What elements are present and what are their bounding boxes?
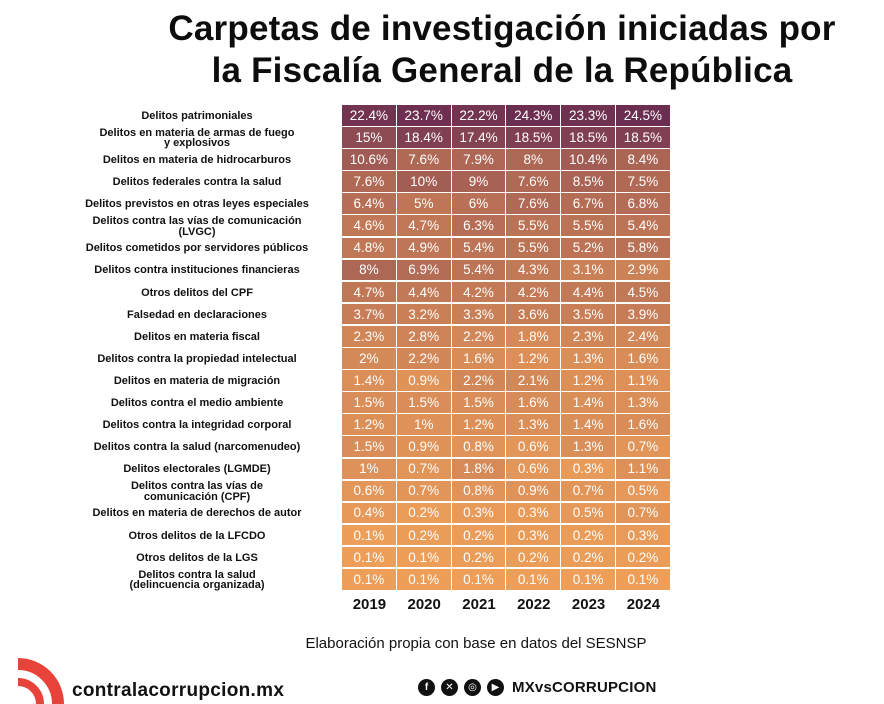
heatmap-cell: 6.9%: [397, 260, 451, 281]
heatmap-cell: 0.1%: [506, 569, 560, 590]
heatmap-cell: 18.5%: [616, 127, 670, 148]
heatmap-cell: 0.2%: [561, 547, 615, 568]
row-label-text: Otros delitos de la LFCDO: [128, 529, 266, 542]
heatmap-cell: 10.4%: [561, 149, 615, 170]
heatmap-cell: 2.3%: [561, 326, 615, 347]
heatmap-cell: 0.7%: [397, 459, 451, 480]
instagram-icon[interactable]: ◎: [464, 679, 481, 696]
heatmap-cell: 5.5%: [506, 215, 560, 236]
row-label: [58, 149, 336, 171]
heatmap-cell: 1.1%: [616, 459, 670, 480]
heatmap-cell: 22.2%: [452, 105, 506, 126]
heatmap-cell: 0.3%: [616, 525, 670, 546]
heatmap-cell: 4.4%: [561, 282, 615, 303]
year-label: 2024: [626, 596, 661, 613]
heatmap-cell: 0.1%: [452, 569, 506, 590]
heatmap-grid: [342, 105, 671, 591]
heatmap-cell: 7.6%: [342, 171, 396, 192]
heatmap-cell: 5.4%: [616, 215, 670, 236]
year-label: 2023: [571, 596, 606, 613]
row-label-text: Delitos contra las vías de comunicación (CPF): [130, 480, 264, 503]
heatmap-cell: 4.9%: [397, 238, 451, 259]
chart-title-line-2: la Fiscalía General de la República: [211, 51, 793, 90]
heatmap-cell: 7.6%: [506, 171, 560, 192]
heatmap-cell: 0.7%: [616, 436, 670, 457]
heatmap-cell: 1.6%: [452, 348, 506, 369]
heatmap-cell: 23.7%: [397, 105, 451, 126]
heatmap-cell: 1.4%: [561, 414, 615, 435]
year-label: 2021: [462, 596, 496, 613]
row-label: [58, 193, 336, 215]
heatmap-cell: 0.9%: [397, 370, 451, 391]
heatmap-cell: 0.5%: [616, 481, 670, 502]
heatmap-cell: 1.4%: [561, 392, 615, 413]
heatmap-cell: 24.5%: [616, 105, 670, 126]
row-label: [58, 105, 336, 127]
table-row: [342, 260, 671, 282]
heatmap-cell: 8%: [342, 260, 396, 281]
row-label: [58, 569, 336, 591]
year-label: 2019: [352, 596, 387, 613]
row-label-text: Delitos contra la propiedad intelectual: [97, 352, 297, 365]
table-row: [342, 171, 671, 193]
row-label-text: Delitos en materia fiscal: [134, 330, 260, 343]
heatmap-cell: 0.1%: [397, 569, 451, 590]
heatmap-cell: 6%: [452, 193, 506, 214]
heatmap-cell: 18.5%: [506, 127, 560, 148]
table-row: [342, 215, 671, 237]
heatmap-cell: 4.6%: [342, 215, 396, 236]
heatmap-cell: 4.2%: [506, 282, 560, 303]
row-label: [58, 370, 336, 392]
heatmap-cell: 1.5%: [342, 436, 396, 457]
site-name: contralacorrupcion.mx: [72, 680, 285, 701]
heatmap-cell: 2.8%: [397, 326, 451, 347]
heatmap-cell: 0.7%: [561, 481, 615, 502]
heatmap-cell: 1.5%: [452, 392, 506, 413]
row-label-text: Delitos contra el medio ambiente: [110, 397, 284, 410]
heatmap-cell: 3.1%: [561, 260, 615, 281]
source-note: Elaboración propia con base en datos del SESNSP: [305, 635, 647, 652]
heatmap-cell: 3.3%: [452, 304, 506, 325]
heatmap-cell: 8.5%: [561, 171, 615, 192]
heatmap-cell: 24.3%: [506, 105, 560, 126]
heatmap-cell: 0.6%: [342, 481, 396, 502]
heatmap-cell: 1.2%: [342, 414, 396, 435]
heatmap-cell: 1.2%: [452, 414, 506, 435]
heatmap-cell: 1.5%: [342, 392, 396, 413]
heatmap-cell: 3.7%: [342, 304, 396, 325]
row-label-text: Delitos electorales (LGMDE): [123, 463, 271, 476]
heatmap-cell: 4.7%: [342, 282, 396, 303]
heatmap-cell: 5.8%: [616, 238, 670, 259]
year-label: 2022: [517, 596, 551, 613]
heatmap-cell: 0.3%: [452, 503, 506, 524]
heatmap-cell: 0.2%: [616, 547, 670, 568]
heatmap-cell: 1.3%: [561, 348, 615, 369]
table-row: [342, 326, 671, 348]
row-label-text: Delitos contra la salud (delincuencia organizada): [129, 568, 265, 592]
row-label-text: Delitos en materia de hidrocarburos: [102, 153, 292, 166]
heatmap-cell: 4.8%: [342, 238, 396, 259]
heatmap-cell: 7.9%: [452, 149, 506, 170]
heatmap-cell: 6.3%: [452, 215, 506, 236]
heatmap-cell: 1.3%: [616, 392, 670, 413]
heatmap-cell: 3.5%: [561, 304, 615, 325]
youtube-icon[interactable]: ▶: [487, 679, 504, 696]
heatmap-cell: 0.1%: [397, 547, 451, 568]
row-label-text: Delitos federales contra la salud: [112, 176, 282, 189]
heatmap-cell: 0.2%: [452, 547, 506, 568]
table-row: [342, 481, 671, 503]
row-label: [58, 238, 336, 260]
table-row: [342, 370, 671, 392]
heatmap-cell: 0.8%: [452, 481, 506, 502]
heatmap-cell: 23.3%: [561, 105, 615, 126]
heatmap-cell: 0.7%: [616, 503, 670, 524]
table-row: [342, 459, 671, 481]
row-label-text: Delitos en materia de migración: [113, 374, 281, 387]
heatmap-cell: 0.2%: [397, 503, 451, 524]
heatmap-cell: 0.7%: [397, 481, 451, 502]
heatmap-cell: 10.6%: [342, 149, 396, 170]
row-label: [58, 392, 336, 414]
heatmap-cell: 7.5%: [616, 171, 670, 192]
heatmap-cell: 5.4%: [452, 238, 506, 259]
table-row: [342, 193, 671, 215]
heatmap-cell: 1.3%: [561, 436, 615, 457]
heatmap-cell: 0.4%: [342, 503, 396, 524]
heatmap-cell: 10%: [397, 171, 451, 192]
row-label-text: Otros delitos del CPF: [141, 286, 253, 299]
heatmap-cell: 6.8%: [616, 193, 670, 214]
heatmap-cell: 0.2%: [452, 525, 506, 546]
heatmap-cell: 7.6%: [397, 149, 451, 170]
heatmap-cell: 0.6%: [506, 436, 560, 457]
heatmap-cell: 2.9%: [616, 260, 670, 281]
heatmap-cell: 5.2%: [561, 238, 615, 259]
row-label: [58, 171, 336, 193]
heatmap-cell: 4.4%: [397, 282, 451, 303]
heatmap-cell: 4.5%: [616, 282, 670, 303]
heatmap-cell: 6.4%: [342, 193, 396, 214]
year-axis: [342, 596, 671, 613]
heatmap-cell: 0.5%: [561, 503, 615, 524]
heatmap-cell: 4.3%: [506, 260, 560, 281]
row-label: [58, 547, 336, 569]
heatmap-cell: 17.4%: [452, 127, 506, 148]
heatmap-cell: 3.6%: [506, 304, 560, 325]
table-row: [342, 525, 671, 547]
heatmap-cell: 6.7%: [561, 193, 615, 214]
heatmap-cell: 18.4%: [397, 127, 451, 148]
heatmap-cell: 1.1%: [616, 370, 670, 391]
table-row: [342, 149, 671, 171]
facebook-icon[interactable]: f: [418, 679, 435, 696]
heatmap-cell: 2.1%: [506, 370, 560, 391]
row-label-text: Delitos cometidos por servidores públicos: [85, 242, 309, 255]
heatmap-cell: 2.4%: [616, 326, 670, 347]
heatmap-cell: 0.9%: [397, 436, 451, 457]
heatmap-cell: 0.1%: [561, 569, 615, 590]
table-row: [342, 127, 671, 149]
row-label-text: Delitos en materia de derechos de autor: [92, 507, 302, 520]
heatmap-cell: 0.1%: [342, 547, 396, 568]
heatmap-cell: 22.4%: [342, 105, 396, 126]
heatmap-cell: 5%: [397, 193, 451, 214]
table-row: [342, 436, 671, 458]
social-handle: MXvsCORRUPCION: [512, 679, 657, 696]
row-label: [58, 525, 336, 547]
table-row: [342, 569, 671, 591]
year-label: 2020: [407, 596, 441, 613]
row-label: [58, 503, 336, 525]
row-label-text: Delitos contra la integridad corporal: [102, 419, 292, 432]
heatmap-cell: 4.2%: [452, 282, 506, 303]
row-label: [58, 348, 336, 370]
table-row: [342, 238, 671, 260]
heatmap-cell: 0.3%: [561, 459, 615, 480]
chart-title-line-1: Carpetas de investigación iniciadas por: [168, 9, 836, 48]
heatmap-cell: 1.6%: [616, 414, 670, 435]
heatmap-cell: 0.2%: [397, 525, 451, 546]
heatmap-cell: 4.7%: [397, 215, 451, 236]
social-bar: [418, 679, 657, 696]
heatmap-cell: 5.5%: [561, 215, 615, 236]
heatmap-cell: 2%: [342, 348, 396, 369]
heatmap-cell: 0.3%: [506, 525, 560, 546]
row-label-text: Delitos patrimoniales: [141, 109, 253, 122]
row-label-text: Delitos contra la salud (narcomenudeo): [93, 441, 301, 454]
heatmap-cell: 1.2%: [506, 348, 560, 369]
heatmap-cell: 2.2%: [397, 348, 451, 369]
heatmap-cell: 0.1%: [342, 525, 396, 546]
table-row: [342, 348, 671, 370]
heatmap-cell: 0.8%: [452, 436, 506, 457]
table-row: [342, 392, 671, 414]
heatmap-cell: 0.2%: [506, 547, 560, 568]
heatmap-cell: 5.5%: [506, 238, 560, 259]
heatmap-cell: 0.9%: [506, 481, 560, 502]
row-label-text: Delitos en materia de armas de fuego y explosivos: [99, 126, 295, 150]
row-label-text: Delitos contra las vías de comunicación (LVGC): [92, 215, 302, 238]
row-label: [58, 127, 336, 149]
heatmap-cell: 1.6%: [616, 348, 670, 369]
heatmap-cell: 0.2%: [561, 525, 615, 546]
heatmap-cell: 1%: [397, 414, 451, 435]
heatmap-cell: 3.2%: [397, 304, 451, 325]
table-row: [342, 304, 671, 326]
row-labels: [58, 105, 336, 591]
heatmap-cell: 0.1%: [616, 569, 670, 590]
table-row: [342, 503, 671, 525]
heatmap-cell: 9%: [452, 171, 506, 192]
table-row: [342, 547, 671, 569]
heatmap-cell: 0.3%: [506, 503, 560, 524]
heatmap-cell: 8%: [506, 149, 560, 170]
row-label: [58, 481, 336, 503]
row-label: [58, 414, 336, 436]
row-label-text: Delitos previstos en otras leyes especiales: [85, 198, 309, 211]
row-label-text: Delitos contra instituciones financieras: [94, 264, 300, 277]
heatmap-cell: 1.8%: [506, 326, 560, 347]
heatmap-cell: 5.4%: [452, 260, 506, 281]
heatmap-cell: 1.4%: [342, 370, 396, 391]
heatmap-cell: 1.8%: [452, 459, 506, 480]
heatmap-cell: 0.1%: [342, 569, 396, 590]
row-label: [58, 215, 336, 237]
row-label: [58, 326, 336, 348]
table-row: [342, 282, 671, 304]
heatmap-cell: 7.6%: [506, 193, 560, 214]
row-label: [58, 304, 336, 326]
heatmap-cell: 18.5%: [561, 127, 615, 148]
row-label: [58, 436, 336, 458]
heatmap-cell: 0.6%: [506, 459, 560, 480]
heatmap-cell: 3.9%: [616, 304, 670, 325]
heatmap-cell: 1.5%: [397, 392, 451, 413]
heatmap-cell: 2.2%: [452, 370, 506, 391]
table-row: [342, 105, 671, 127]
heatmap-cell: 1.6%: [506, 392, 560, 413]
heatmap-cell: 1%: [342, 459, 396, 480]
chart-title: [120, 8, 884, 92]
row-label: [58, 459, 336, 481]
row-label-text: Falsedad en declaraciones: [126, 308, 267, 321]
heatmap-cell: 2.3%: [342, 326, 396, 347]
heatmap-cell: 15%: [342, 127, 396, 148]
table-row: [342, 414, 671, 436]
row-label-text: Otros delitos de la LGS: [136, 551, 258, 564]
heatmap-cell: 8.4%: [616, 149, 670, 170]
heatmap-cell: 1.3%: [506, 414, 560, 435]
row-label: [58, 282, 336, 304]
logo-icon: [14, 654, 68, 704]
row-label: [58, 260, 336, 282]
x-icon[interactable]: ✕: [441, 679, 458, 696]
heatmap-cell: 2.2%: [452, 326, 506, 347]
heatmap-cell: 1.2%: [561, 370, 615, 391]
